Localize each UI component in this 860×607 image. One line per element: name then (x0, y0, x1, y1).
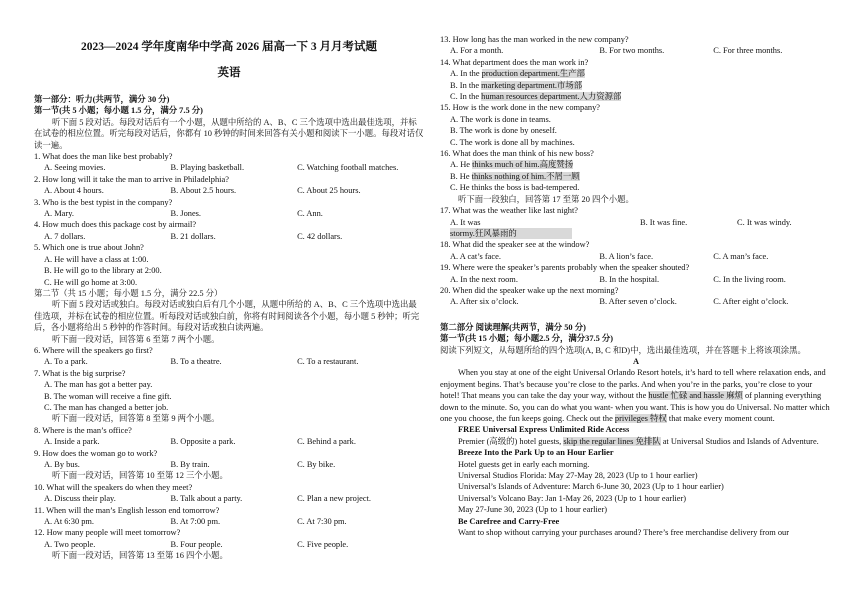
option-c: C. In the human resources department.人力资源部 (450, 92, 622, 102)
highlight: production department.生产部 (481, 69, 585, 79)
option-a: A. To a park. (44, 357, 88, 367)
question-stem: 17. What was the weather like last night? (440, 206, 578, 216)
option-a: A. In the next room. (450, 274, 518, 284)
left-column (34, 0, 424, 562)
option-c: C. After eight o’clock. (713, 297, 789, 307)
option-c: C. The man has changed a better job. (44, 402, 169, 412)
option-b: B. The work is done by oneself. (450, 126, 557, 136)
question-stem: 5. Which one is true about John? (34, 243, 144, 253)
option-b: B. He will go to the library at 2:00. (44, 266, 162, 276)
option-b: B. After seven o’clock. (599, 297, 677, 307)
listening-note: 听下面一段独白，回答第 17 至第 20 四个小题。 (458, 194, 634, 204)
option-a: A. Seeing movies. (44, 163, 106, 173)
passage-line: Hotel guests get in early each morning. (458, 459, 590, 469)
option-b: B. Talk about a party. (170, 494, 243, 504)
part1-section2-instructions: 听下面 5 段对话或独白。每段对话或独白后有几个小题，从题中所给的 A、B、C 三个选项中选出最佳选项，并标在试卷的相应位置。听每段对话或独白前，你将有时间阅读各个小题，每小题 5 秒钟；听完后，各小题将给出 5 秒钟的作答时间。每段对话或独白读两遍。 (34, 300, 420, 333)
option-b: B. At 7:00 pm. (170, 517, 221, 527)
option-b: B. By train. (170, 460, 210, 469)
option-c: C. He thinks the boss is bad-tempered. (450, 183, 580, 193)
option-b: B. The woman will receive a fine gift. (44, 391, 172, 401)
option-b: B. For two months. (599, 46, 665, 56)
option-a: A. A cat’s face. (450, 251, 501, 261)
option-c: C. Plan a new project. (297, 494, 372, 504)
option-b: B. It was fine. (640, 217, 688, 227)
question-14 (440, 57, 832, 103)
option-b: B. 21 dollars. (170, 231, 216, 241)
part1-section1-heading: 第一节(共 5 小题；每小题 1.5 分，满分 7.5 分) (34, 106, 203, 116)
listening-note: 听下面一段对话，回答第 8 至第 9 两个小题。 (52, 414, 220, 424)
option-c: C. Five people. (297, 539, 349, 549)
option-a: A. In the production department.生产部 (450, 69, 585, 79)
option-c: C. In the living room. (713, 274, 786, 284)
option-a: A. After six o’clock. (450, 297, 519, 307)
option-c: C. Behind a park. (297, 437, 356, 447)
question-8 (34, 425, 424, 448)
highlight: privileges 特权 (614, 414, 667, 423)
option-c: C. To a restaurant. (297, 357, 359, 367)
option-c: C. It was windy. (737, 217, 792, 227)
question-16 (440, 148, 832, 194)
question-stem: 8. Where is the man’s office? (34, 425, 132, 435)
part1-section1-instructions: 听下面 5 段对话。每段对话后有一个小题，从题中所给的 A、B、C 三个选项中选出最佳选项，并标在试卷的相应位置。听完每段对话后，你都有 10 秒钟的时间来回答有关小题和阅读下一小题。每段对话仅读一遍。 (34, 117, 424, 150)
option-c: C. For three months. (713, 46, 783, 56)
option-b: B. He thinks nothing of him.不屑一顾 (450, 171, 580, 181)
question-1 (34, 151, 424, 174)
question-stem: 11. When will the man’s English lesson end tomorrow? (34, 505, 220, 515)
option-c: C. At 7:30 pm. (297, 517, 347, 527)
option-b: B. In the marketing department.市场部 (450, 80, 583, 90)
question-10 (34, 482, 424, 505)
passage-paragraph: Want to shop without carrying your purchases around? There’s free merchandise delivery from our (458, 528, 790, 538)
option-b: B. To a theatre. (170, 357, 222, 367)
highlight: hustle 忙碌 and hassle 麻烦 (648, 391, 743, 401)
option-a: A. For a month. (450, 46, 504, 56)
option-b: B. Jones. (170, 209, 202, 219)
passage-paragraph: Premier (高级的) hotel guests, skip the regular lines 免排队 at Universal Studios and Islands of Adventure. (458, 436, 819, 446)
option-b: B. About 2.5 hours. (170, 186, 237, 196)
passage-subheading: Be Carefree and Carry-Free (458, 516, 560, 526)
passage-line: Universal Studios Florida: May 27-May 28, 2023 (Up to 1 hour earlier) (458, 471, 698, 481)
highlight: thinks nothing of him.不屑一顾 (471, 171, 580, 181)
question-stem: 4. How much does this package cost by airmail? (34, 220, 197, 230)
option-c: C. The work is done all by machines. (450, 137, 575, 147)
passage-subheading: Breeze Into the Park Up to an Hour Earlier (458, 448, 614, 458)
question-stem: 3. Who is the best typist in the company? (34, 197, 173, 207)
highlight: stormy.狂风暴雨的 (450, 228, 572, 239)
option-a: A. He thinks much of him.高度赞扬 (450, 160, 574, 170)
exam-subject: 英语 (217, 67, 241, 79)
option-b: B. A lion’s face. (599, 251, 654, 261)
question-17 (440, 205, 832, 239)
highlight: skip the regular lines 免排队 (563, 436, 661, 446)
option-a: A. 7 dollars. (44, 231, 86, 241)
question-19 (440, 262, 832, 285)
part2-instructions: 阅读下列短文，从每题所给的四个选项(A, B, C 和D)中，选出最佳选项，并在答题卡上将该项涂黑。 (440, 345, 806, 355)
passage-paragraph: When you stay at one of the eight Universal Orlando Resort hotels, it’s hard to tell where relaxation ends, and enjoyment begins. That’s because you’re close to the parks. And when you’re in the parks, you’re close to your hotel! That means you can take the day your way, without the hustle 忙碌 and hassle 麻烦 of planning everything down to the minute. So, you can do what you want- when you want. This is how you do Universal. No matter which one you choose, the fun keeps going. Check out the privileges 特权 that make every moment count. (440, 368, 830, 423)
question-20 (440, 285, 832, 308)
question-stem: 16. What does the man think of his new boss? (440, 149, 594, 159)
question-12 (34, 527, 424, 550)
passage-line: Universal’s Islands of Adventure: March 6-June 30, 2023 (Up to 1 hour earlier) (458, 482, 724, 492)
question-3 (34, 197, 424, 220)
listening-note: 听下面一段对话，回答第 13 至第 16 四个小题。 (52, 551, 228, 561)
option-b: B. Playing basketball. (170, 163, 245, 173)
question-stem: 19. Where were the speaker’s parents probably when the speaker shouted? (440, 263, 690, 273)
option-a: A. Two people. (44, 539, 96, 549)
part1-heading: 第一部分：听力(共两节，满分 30 分) (34, 95, 170, 104)
option-a: A. It was stormy.狂风暴雨的 (450, 217, 610, 240)
question-2 (34, 174, 424, 197)
question-stem: 10. What will the speakers do when they meet? (34, 482, 193, 492)
highlight: marketing department.市场部 (481, 80, 583, 90)
option-c: C. 42 dollars. (297, 231, 343, 241)
option-b: B. Opposite a park. (170, 437, 236, 447)
option-c: C. Ann. (297, 209, 323, 219)
question-stem: 1. What does the man like best probably? (34, 152, 173, 162)
option-c: C. A man’s face. (713, 251, 769, 261)
question-stem: 2. How long will it take the man to arrive in Philadelphia? (34, 174, 229, 184)
option-a: A. By bus. (44, 460, 80, 469)
passage-subheading: FREE Universal Express Unlimited Ride Access (458, 425, 630, 435)
part2-heading: 第二部分 阅读理解(共两节，满分 50 分) (440, 322, 586, 332)
option-a: A. At 6:30 pm. (44, 517, 95, 527)
option-a: A. The man has got a better pay. (44, 380, 153, 390)
question-11 (34, 505, 424, 528)
question-stem: 9. How does the woman go to work? (34, 448, 158, 458)
question-stem: 6. Where will the speakers go first? (34, 345, 153, 355)
option-a: A. About 4 hours. (44, 186, 104, 196)
option-c: C. By bike. (297, 460, 336, 469)
option-c: C. He will go home at 3:00. (44, 277, 138, 287)
question-stem: 13. How long has the man worked in the new company? (440, 35, 629, 44)
exam-title: 2023—2024 学年度南华中学高 2026 届高一下 3 月月考试题 (80, 41, 378, 53)
question-stem: 15. How is the work done in the new company? (440, 103, 601, 113)
listening-note: 听下面一段对话，回答第 10 至第 12 三个小题。 (52, 471, 228, 481)
passage-line: Universal’s Volcano Bay: Jan 1-May 26, 2023 (Up to 1 hour earlier) (458, 493, 687, 503)
question-stem: 14. What department does the man work in? (440, 57, 589, 67)
question-stem: 18. What did the speaker see at the window? (440, 240, 590, 250)
right-column (440, 34, 832, 538)
question-15 (440, 102, 832, 148)
passage-line: May 27-June 30, 2023 (Up to 1 hour earlier) (458, 505, 608, 515)
option-a: A. The work is done in teams. (450, 114, 551, 124)
highlight: human resources department.人力资源部 (481, 92, 622, 102)
option-b: B. Four people. (170, 539, 223, 549)
question-6 (34, 345, 424, 368)
part1-section2-heading: 第二节（共 15 小题；每小题 1.5 分，满分 22.5 分） (34, 288, 223, 298)
option-a: A. Mary. (44, 209, 74, 219)
option-c: C. About 25 hours. (297, 186, 361, 196)
question-stem: 20. When did the speaker wake up the next morning? (440, 285, 619, 295)
option-a: A. He will have a class at 1:00. (44, 254, 149, 264)
question-13 (440, 34, 832, 57)
question-stem: 7. What is the big surprise? (34, 368, 126, 378)
option-c: C. Watching football matches. (297, 163, 399, 173)
question-9 (34, 448, 424, 471)
option-a: A. Discuss their play. (44, 494, 116, 504)
highlight: thinks much of him.高度赞扬 (472, 160, 574, 170)
option-b: B. In the hospital. (599, 274, 660, 284)
listening-note: 听下面一段对话，回答第 6 至第 7 两个小题。 (52, 334, 220, 344)
question-5 (34, 242, 424, 288)
passage-label: A (632, 356, 640, 366)
part2-section1-heading: 第一节(共 15 小题；每小题2.5 分，满分37.5 分) (440, 334, 614, 344)
question-7 (34, 368, 424, 414)
question-18 (440, 239, 832, 262)
question-4 (34, 219, 424, 242)
option-a: A. Inside a park. (44, 437, 100, 447)
question-stem: 12. How many people will meet tomorrow? (34, 528, 181, 538)
